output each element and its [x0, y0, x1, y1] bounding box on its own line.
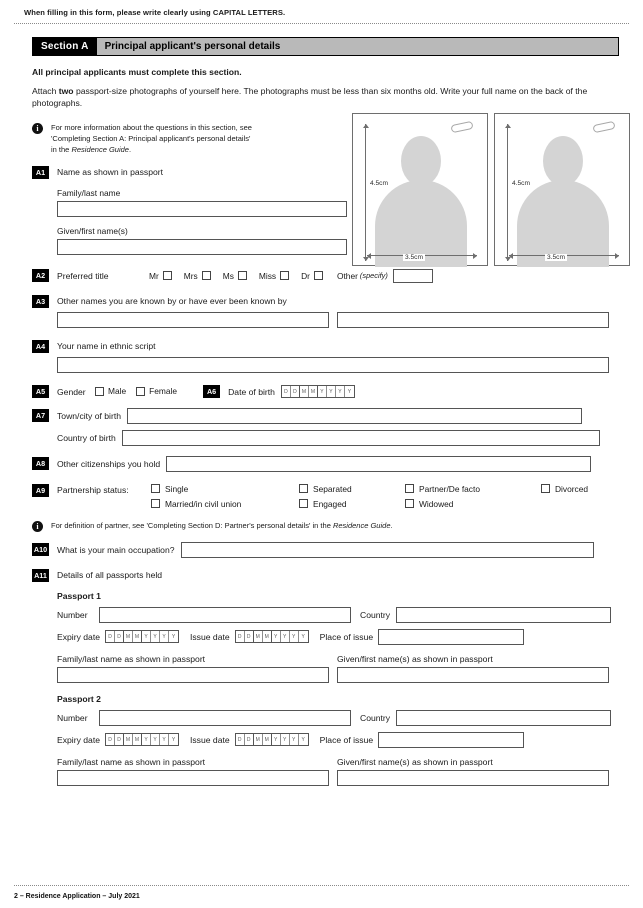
photo2-height-arrow [507, 124, 508, 261]
label-passport2-given-names: Given/first name(s) as shown in passport [337, 756, 493, 767]
p1-iss-d1: D [236, 631, 245, 642]
section-title: Principal applicant's personal details [97, 38, 618, 55]
photo-silhouette-2 [515, 124, 611, 267]
label-passport1-family-name: Family/last name as shown in passport [57, 653, 206, 664]
status-divorced-label: Divorced [555, 483, 589, 494]
question-label-a7: Town/city of birth [57, 411, 121, 422]
p1-iss-y1: Y [272, 631, 281, 642]
checkbox-title-dr[interactable] [314, 271, 323, 280]
input-passport1-family-name[interactable] [57, 667, 329, 683]
input-passport2-issue-date[interactable] [235, 733, 309, 746]
passport-1-title: Passport 1 [57, 590, 101, 601]
dob-mask-y4: Y [347, 388, 352, 395]
gender-female-label: Female [149, 386, 178, 397]
question-a8 [32, 456, 619, 472]
question-label-a8: Other citizenships you hold [57, 459, 161, 470]
status-single-label: Single [165, 483, 189, 494]
label-passport2-country: Country [360, 713, 391, 724]
p2-iss-d2: D [245, 734, 254, 745]
p1-exp-d2: D [115, 631, 124, 642]
input-passport2-country[interactable] [396, 710, 611, 726]
info-note-line3-pre: in the [51, 145, 72, 155]
input-passport2-place-of-issue[interactable] [378, 732, 524, 748]
question-number-a9: A9 [32, 484, 49, 497]
status-separated-label: Separated [313, 483, 352, 494]
checkbox-status-separated[interactable] [299, 484, 308, 493]
checkbox-gender-male[interactable] [95, 387, 104, 396]
p2-iss-y2: Y [281, 734, 290, 745]
question-number-a8: A8 [32, 457, 49, 470]
p1-iss-m1: M [254, 631, 263, 642]
input-given-names[interactable] [57, 239, 347, 255]
input-passport2-number[interactable] [99, 710, 351, 726]
question-a9 [32, 484, 619, 509]
label-passport2-number: Number [57, 713, 88, 724]
info-icon-2: i [32, 521, 43, 532]
partner-note-guide-name: Residence Guide [332, 520, 391, 530]
question-number-a11: A11 [32, 569, 49, 582]
input-passport1-issue-date[interactable] [235, 630, 309, 643]
p2-iss-m2: M [263, 734, 272, 745]
photo-instructions-part1: Attach [32, 86, 59, 96]
photo-instructions-part2: passport-size photographs of yourself here. The photographs must be less than six months old. Write your full name on the back of the photographs. [32, 86, 588, 109]
title-option-other-label: Other [336, 270, 358, 281]
top-divider [14, 23, 629, 24]
status-married-label: Married/in civil union [165, 498, 242, 509]
title-option-mr-label: Mr [149, 270, 159, 281]
p1-exp-m2: M [133, 631, 142, 642]
photo1-height-arrow [365, 124, 366, 261]
dob-mask-m1: M [300, 386, 309, 397]
p1-iss-y3: Y [290, 631, 299, 642]
p2-iss-d1: D [236, 734, 245, 745]
input-other-names-2[interactable] [337, 312, 609, 328]
info-note-partner-definition [32, 520, 572, 532]
p1-iss-m2: M [263, 631, 272, 642]
label-country-of-birth: Country of birth [57, 433, 116, 444]
checkbox-title-ms[interactable] [238, 271, 247, 280]
question-a11 [32, 569, 619, 582]
input-passport2-expiry-date[interactable] [105, 733, 179, 746]
footer-divider [14, 885, 629, 886]
question-label-a2: Preferred title [57, 271, 109, 282]
question-label-a9: Partnership status: [57, 484, 129, 495]
input-date-of-birth[interactable] [281, 385, 355, 398]
checkbox-status-partner-defacto[interactable] [405, 484, 414, 493]
label-passport2-family-name: Family/last name as shown in passport [57, 756, 206, 767]
question-label-a3: Other names you are known by or have ever been known by [57, 295, 287, 306]
title-option-other-specify: (specify) [359, 271, 388, 281]
input-family-name[interactable] [57, 201, 347, 217]
input-passport1-given-names[interactable] [337, 667, 609, 683]
dob-mask-y3: Y [336, 386, 345, 397]
label-passport1-place: Place of issue [319, 632, 374, 643]
section-tag: Section A [33, 38, 97, 55]
label-passport1-number: Number [57, 610, 88, 621]
p1-iss-y2: Y [281, 631, 290, 642]
input-passport2-family-name[interactable] [57, 770, 329, 786]
question-number-a7: A7 [32, 409, 49, 422]
question-number-a2: A2 [32, 269, 49, 282]
p2-exp-d2: D [115, 734, 124, 745]
info-note-section-a [32, 122, 352, 156]
question-a3 [32, 295, 619, 308]
label-passport2-issue: Issue date [190, 735, 230, 746]
question-a10 [32, 542, 619, 558]
checkbox-title-mrs[interactable] [202, 271, 211, 280]
info-note-guide-name: Residence Guide [71, 145, 129, 155]
p2-exp-m1: M [124, 734, 133, 745]
input-town-city-of-birth[interactable] [127, 408, 582, 424]
input-ethnic-script-name[interactable] [57, 357, 609, 373]
input-passport1-place-of-issue[interactable] [378, 629, 524, 645]
section-header [32, 37, 619, 56]
p2-exp-d1: D [106, 734, 115, 745]
gender-male-label: Male [108, 386, 127, 397]
silhouette-head-icon-2 [543, 136, 583, 186]
question-label-a10: What is your main occupation? [57, 545, 175, 556]
p2-exp-m2: M [133, 734, 142, 745]
photo-instructions [32, 85, 592, 110]
p2-exp-y3: Y [160, 734, 169, 745]
partner-note-pre: For definition of partner, see 'Completing Section D: Partner's personal details' in the [51, 520, 333, 530]
input-passport2-given-names[interactable] [337, 770, 609, 786]
dob-mask-d2: D [291, 386, 300, 397]
dob-mask-y1: Y [318, 386, 327, 397]
title-option-ms-label: Ms [222, 270, 234, 281]
question-number-a3: A3 [32, 295, 49, 308]
question-number-a4: A4 [32, 340, 49, 353]
title-option-miss-label: Miss [258, 270, 277, 281]
question-a2 [32, 269, 619, 283]
label-passport1-expiry: Expiry date [57, 632, 100, 643]
question-label-a1: Name as shown in passport [57, 166, 164, 177]
input-passport1-number[interactable] [99, 607, 351, 623]
input-other-citizenships[interactable] [166, 456, 591, 472]
photo2-height-label: 4.5cm [512, 180, 530, 187]
question-a4 [32, 340, 619, 353]
info-note-line1: For more information about the questions in this section, see [51, 122, 252, 132]
question-label-a4: Your name in ethnic script [57, 340, 156, 351]
title-option-mrs-label: Mrs [183, 270, 198, 281]
dob-mask-m2: M [309, 386, 318, 397]
input-main-occupation[interactable] [181, 542, 594, 558]
title-option-dr-label: Dr [301, 270, 310, 281]
label-passport1-given-names: Given/first name(s) as shown in passport [337, 653, 493, 664]
input-passport1-expiry-date[interactable] [105, 630, 179, 643]
photo2-width-label: 3.5cm [547, 254, 565, 261]
label-passport1-issue: Issue date [190, 632, 230, 643]
question-a5-a6-row [32, 385, 619, 398]
p1-exp-y4: Y [171, 634, 176, 641]
info-note-line3-post: . [128, 145, 132, 155]
status-widowed-label: Widowed [419, 498, 454, 509]
checkbox-status-divorced[interactable] [541, 484, 550, 493]
top-notice: When filling in this form, please write clearly using CAPITAL LETTERS. [24, 8, 286, 17]
label-given-names: Given/first name(s) [57, 225, 128, 236]
question-number-a1: A1 [32, 166, 49, 179]
input-other-names-1[interactable] [57, 312, 329, 328]
page-footer: 2 – Residence Application – July 2021 [14, 893, 140, 900]
p2-exp-y2: Y [151, 734, 160, 745]
question-label-a11: Details of all passports held [57, 569, 163, 580]
p1-exp-y2: Y [151, 631, 160, 642]
section-lead: All principal applicants must complete this section. [32, 67, 242, 77]
input-passport1-country[interactable] [396, 607, 611, 623]
p2-exp-y4: Y [171, 737, 176, 744]
input-country-of-birth[interactable] [122, 430, 600, 446]
p1-exp-m1: M [124, 631, 133, 642]
question-label-a6: Date of birth [228, 386, 275, 397]
p1-iss-y4: Y [301, 634, 305, 641]
label-passport2-expiry: Expiry date [57, 735, 100, 746]
photo-silhouette-1 [373, 124, 469, 267]
checkbox-title-mr[interactable] [163, 271, 172, 280]
question-number-a5: A5 [32, 385, 49, 398]
info-icon: i [32, 123, 43, 134]
p2-iss-y1: Y [272, 734, 281, 745]
passport-2-title: Passport 2 [57, 693, 101, 704]
p2-iss-m1: M [254, 734, 263, 745]
p1-iss-d2: D [245, 631, 254, 642]
question-a7 [32, 408, 619, 424]
p1-exp-d1: D [106, 631, 115, 642]
photo1-height-label: 4.5cm [370, 180, 388, 187]
checkbox-status-married[interactable] [151, 499, 160, 508]
dob-mask-d1: D [282, 386, 291, 397]
dob-mask-y2: Y [327, 386, 336, 397]
status-partner-defacto-label: Partner/De facto [419, 483, 480, 494]
p2-iss-y3: Y [290, 734, 299, 745]
p2-exp-y1: Y [142, 734, 151, 745]
p1-exp-y1: Y [142, 631, 151, 642]
label-passport1-country: Country [360, 610, 391, 621]
photo-placeholder-2[interactable] [494, 113, 630, 266]
p1-exp-y3: Y [160, 631, 169, 642]
question-number-a10: A10 [33, 545, 48, 555]
photo-instructions-bold: two [58, 86, 74, 96]
label-family-name: Family/last name [57, 187, 121, 198]
question-label-a5: Gender [57, 386, 86, 397]
question-number-a6: A6 [203, 385, 220, 398]
photo1-width-label: 3.5cm [405, 254, 423, 261]
label-passport2-place: Place of issue [319, 735, 374, 746]
partner-note-post: . [390, 520, 393, 530]
photo-placeholder-1[interactable] [352, 113, 488, 266]
checkbox-title-miss[interactable] [280, 271, 289, 280]
photo-placeholders [352, 113, 630, 266]
silhouette-head-icon [401, 136, 441, 186]
info-note-line2: 'Completing Section A: Principal applicant's personal details' [51, 134, 251, 144]
checkbox-status-widowed[interactable] [405, 499, 414, 508]
checkbox-gender-female[interactable] [136, 387, 145, 396]
status-engaged-label: Engaged [313, 498, 347, 509]
input-title-other[interactable] [393, 269, 433, 283]
p2-iss-y4: Y [301, 737, 305, 744]
checkbox-status-single[interactable] [151, 484, 160, 493]
checkbox-status-engaged[interactable] [299, 499, 308, 508]
